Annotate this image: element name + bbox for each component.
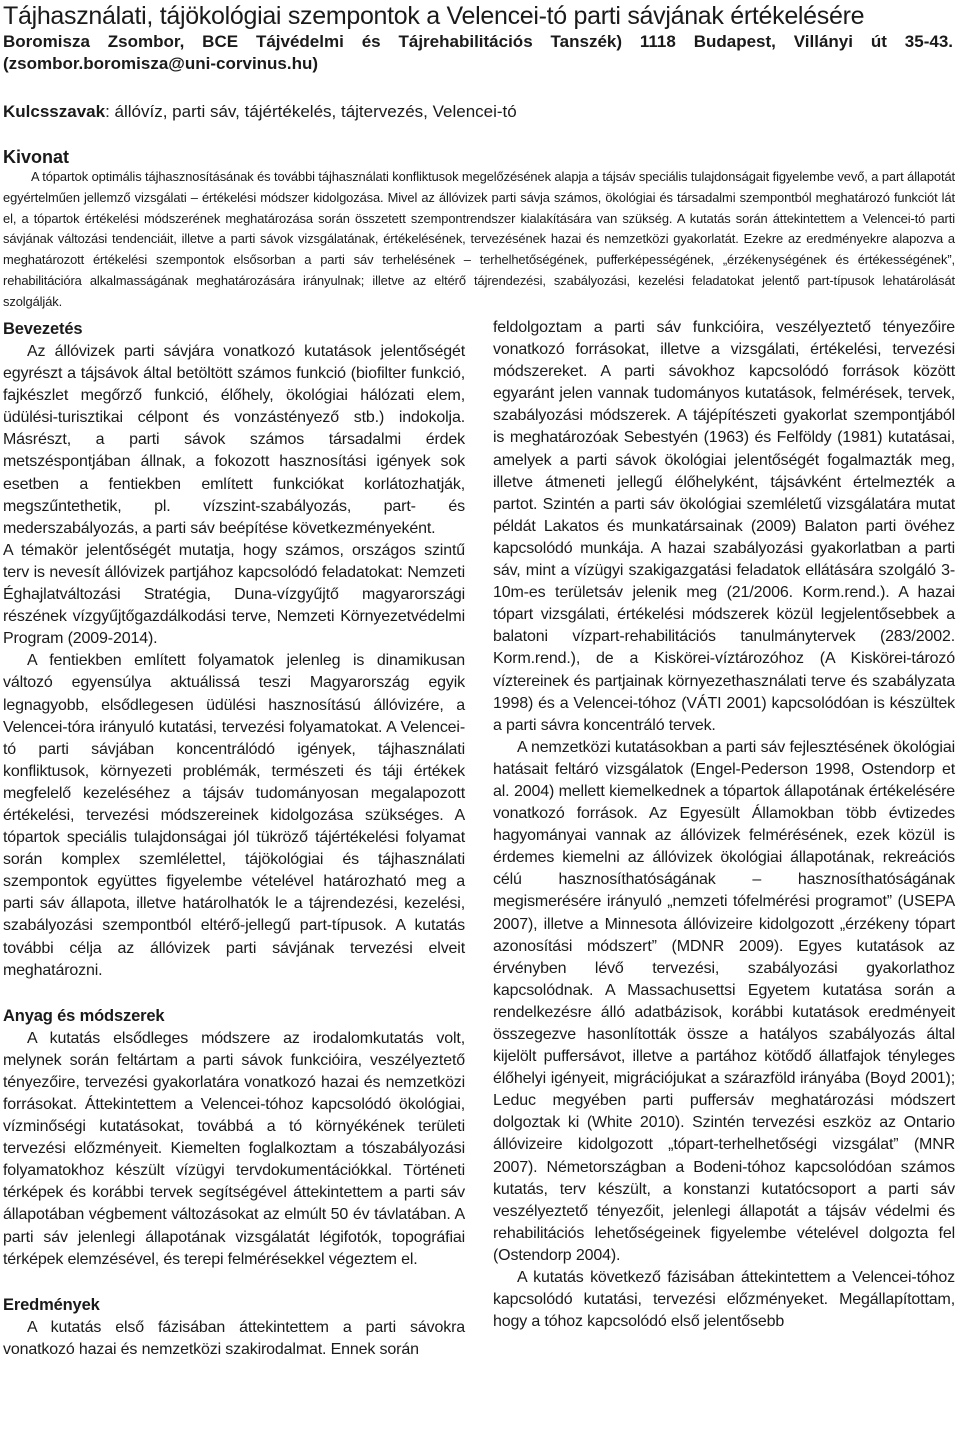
intro-paragraph: A fentiekben említett folyamatok jelenleg is dinamikusan változó egyensúlya aktuálissá teszi Magyarország egyik legnagyobb, elsődlegesen üdülési hasznosítású állóvizére, a Velencei-tóra irányuló kutatási, tervezési folyamatokat. A Velencei-tó parti sávjában koncentrálódó igények, tájhasználati konfliktusok, környezeti problémák, természeti és táji értékek megfelelő kezeléséhez a tájsáv tudományosan megalapozott értékelési, tervezési módszereinek kidolgozása szükséges. A tópartok speciális tulajdonságai jól tükröző tájértékelési folyamat során komplex szemlélettel, tájökológiai és tájhasználati szempontok együttes figyelembe vételével határozható meg a parti sáv állapota, illetve határolhatók le a tájrendezési, kezelési, szabályozási szempontból eltérő-jellegű part-típusok. A kutatás további célja az állóvizek parti sávjának tervezési elveit meghatározni. [3, 652, 465, 979]
author-affiliation: Boromisza Zsombor, BCE Tájvédelmi és Tájrehabilitációs Tanszék) 1118 Budapest, Villányi út 35-43. (zsombor.boromisza@uni-corvinus.hu) [3, 32, 953, 73]
intro-paragraph: A témakör jelentőségét mutatja, hogy számos, országos szintű terv is nevesít állóvizek partjához kapcsolódó feladatokat: Nemzeti Éghajlatváltozási Stratégia, Duna-vízgyűjtő magyarországi részének vízgyűjtőgazdálkodási terve, Nemzeti Környezetvédelmi Program (2009-2014). [3, 541, 465, 648]
intro-paragraph: Az állóvizek parti sávjára vonatkozó kutatások jelentőségét egyrészt a tájsávok által betöltött számos funkció (biofilter funkció, fajkészlet megőrző funkció, élőhely, ökológiai hálózati elem, üdülési-turisztikai célpont és vonzástényező stb.) indokolja. Másrészt, a parti sávok számos társadalmi érdek metszéspontjában állnak, a fokozott hasznosítási igények sok esetben a fentiekben említett funkciókat korlátozhatják, megszűntethetik, pl. vízszint-szabályozás, part- és mederszabályozás, a parti sáv beépítése következményeként. [3, 343, 465, 537]
body-paragraph: A kutatás következő fázisában áttekintettem a Velencei-tóhoz kapcsolódó kutatási, tervezési előzményeket. Megállapítottam, hogy a tóhoz kapcsolódó első jelentősebb [493, 1269, 955, 1331]
section-heading-methods: Anyag és módszerek [3, 1006, 165, 1025]
abstract-heading: Kivonat [3, 147, 70, 167]
abstract-text: A tópartok optimális tájhasznosításának és további tájhasználati konfliktusok megelőzésének alapja a tájsáv speciális tulajdonságait figyelembe vevő, a part állapotát egyértelműen jellemző vizsgálati – értékelési módszer kidolgozása. Mivel az állóvizek parti sávja számos, ökológiai és társadalmi szempontból meghatározó funkciót lát el, a tópartok értékelési módszerének meghatározása során összetett szempontrendszer kialakítására van szükség. A kutatás során áttekintettem a Velencei-tó parti sávjának változási tendenciáit, illetve a parti sávok vizsgálatának, értékelésének, tervezésének hazai és nemzetközi gyakorlatát. Ezekre az eredményekre alapozva a meghatározott értékelési szempontok elsősorban a parti sáv terhelésének – terhelhetőségének, pufferképességének, „érzékenységének és értékességének”, rehabilitációra alkalmasságának meghatározására irányulnak; illetve az eltérő tájrendezési, szabályozási, kezelési feladatokat jelentő part-típusok lehatárolását szolgálják. [3, 169, 955, 309]
right-column [493, 317, 955, 1333]
section-heading-results: Eredmények [3, 1295, 100, 1314]
section-heading-introduction: Bevezetés [3, 320, 83, 338]
paper-title: Tájhasználati, tájökológiai szempontok a Velencei-tó parti sávjának értékelésére [3, 2, 865, 30]
results-paragraph: A kutatás első fázisában áttekintettem a parti sávokra vonatkozó hazai és nemzetközi szakirodalmat. Ennek során [3, 1318, 465, 1358]
body-paragraph: feldolgoztam a parti sáv funkcióira, veszélyeztető tényezőire vonatkozó forrásokat, illetve a vizsgálati, értékelési, tervezési módszereket. A parti sávokhoz kapcsolódó források között egyaránt jelen vannak tudományos kutatások, felmérések, tervek, szabályozási módszerek. A tájépítészeti gyakorlat szempontjából is meghatározóak Sebestyén (1963) és Felföldy (1981) kutatásai, amelyek a parti sávok ökológiai jelentőségét fogalmazták meg, illetve átmeneti jellegű élőhelyként, tájsávként értelmezték a partot. Szintén a parti sáv ökológiai szemléletű vizsgálatára mutat példát Lakatos és munkatársainak (2009) Balaton parti övéhez kapcsolódó munkája. A hazai szabályozási gyakorlatban a parti sáv, mint a vízügyi szakigazgatási feladatok ellátására szolgáló 3-10m-es területsáv jelenik meg (21/2006. Korm.rend.). A hazai tópart vizsgálati, értékelési módszerek közül legjelentősebbek a balatoni vízpart-rehabilitációs tanulmánytervek (283/2002. Korm.rend.), de a Kiskörei-víztározóhoz (A Kiskörei-tározó víztereinek és partjainak környezethasználati terve és szabályzata 1998) és a Velencei-tóhoz (VÁTI 2001) kapcsolódóan is készültek a parti sávra koncentráló tervek. [493, 319, 955, 734]
keywords-line [3, 101, 953, 123]
left-column [3, 317, 465, 1361]
keywords-label: Kulcsszavak [3, 102, 106, 121]
methods-paragraph: A kutatás elsődleges módszere az irodalomkutatás volt, melynek során feltártam a parti sávok funkcióira, veszélyeztető tényezőire, tervezési gyakorlatára vonatkozó hazai és nemzetközi forrásokat. Áttekintettem a Velencei-tóhoz kapcsolódó ökológiai, vízminőségi kutatásokat, továbbá a tó környékének területi tervezési előzményeit. Kiemelten foglalkoztam a tószabályozási folyamatokhoz készült vízügyi tervdokumentációkkal. Történeti térképek és korábbi tervek segítségével áttekintettem a parti sáv állapotában végbement változásokat az elmúlt 50 év távlatában. A parti sáv jelenlegi állapotának vizsgálatát légifotók, topográfiai térképek elemzésével, és terepi felmérésekkel végeztem el. [3, 1029, 465, 1268]
keywords-text: : állóvíz, parti sáv, tájértékelés, tájtervezés, Velencei-tó [105, 102, 517, 121]
body-paragraph: A nemzetközi kutatásokban a parti sáv fejlesztésének ökológiai hatásait feltáró vizsgálatok (Engel-Pederson 1998, Ostendorp et al. 2004) mellett kiemelkednek a tópartok állapotának értékelésére vonatkozó források. Az Egyesült Államokban több évtizedes hagyományai vannak az állóvizek felmérésének, ezek közül is érdemes kiemelni az állóvizek ökológiai állapotának, rekreációs célú hasznosíthatóságának – hasznosíthatóságának megismerésére irányuló „nemzeti tófelmérési programot” (USEPA 2007), illetve a Minnesota állóvizeire kidolgozott „érzékeny tópart azonosítási módszert” (MDNR 2009). Egyes kutatások az érvényben lévő tervezési, szabályozási gyakorlathoz kapcsolódnak. A Massachusettsi Egyetem kutatása során a rendelkezésre álló adatbázisok, korábbi kutatások eredményeit összegezve hasonlították össze a hatályos szabályozás által kijelölt puffersávot, illetve a partához kötődő állatfajok tényleges élőhelyi igényeit, migrációjukat a szárazföld irányába (Boyd 2001); Leduc megyében parti puffersáv meghatározási módszert dolgoztak ki (White 2010). Szintén tervezési eszköz az Ontario állóvizeire kidolgozott „tópart-terhelhetőségi vizsgálat” (MNR 2007). Németországban a Bodeni-tóhoz kapcsolódóan számos kutatás, terv készült, a konstanzi kutatócsoport a parti sáv veszélyeztető tényezőit, jelenlegi állapotát a tájsáv védelmi és rehabilitációs lehetőségeinek figyelembe vételével dolgozta fel (Ostendorp 2004). [493, 738, 955, 1264]
